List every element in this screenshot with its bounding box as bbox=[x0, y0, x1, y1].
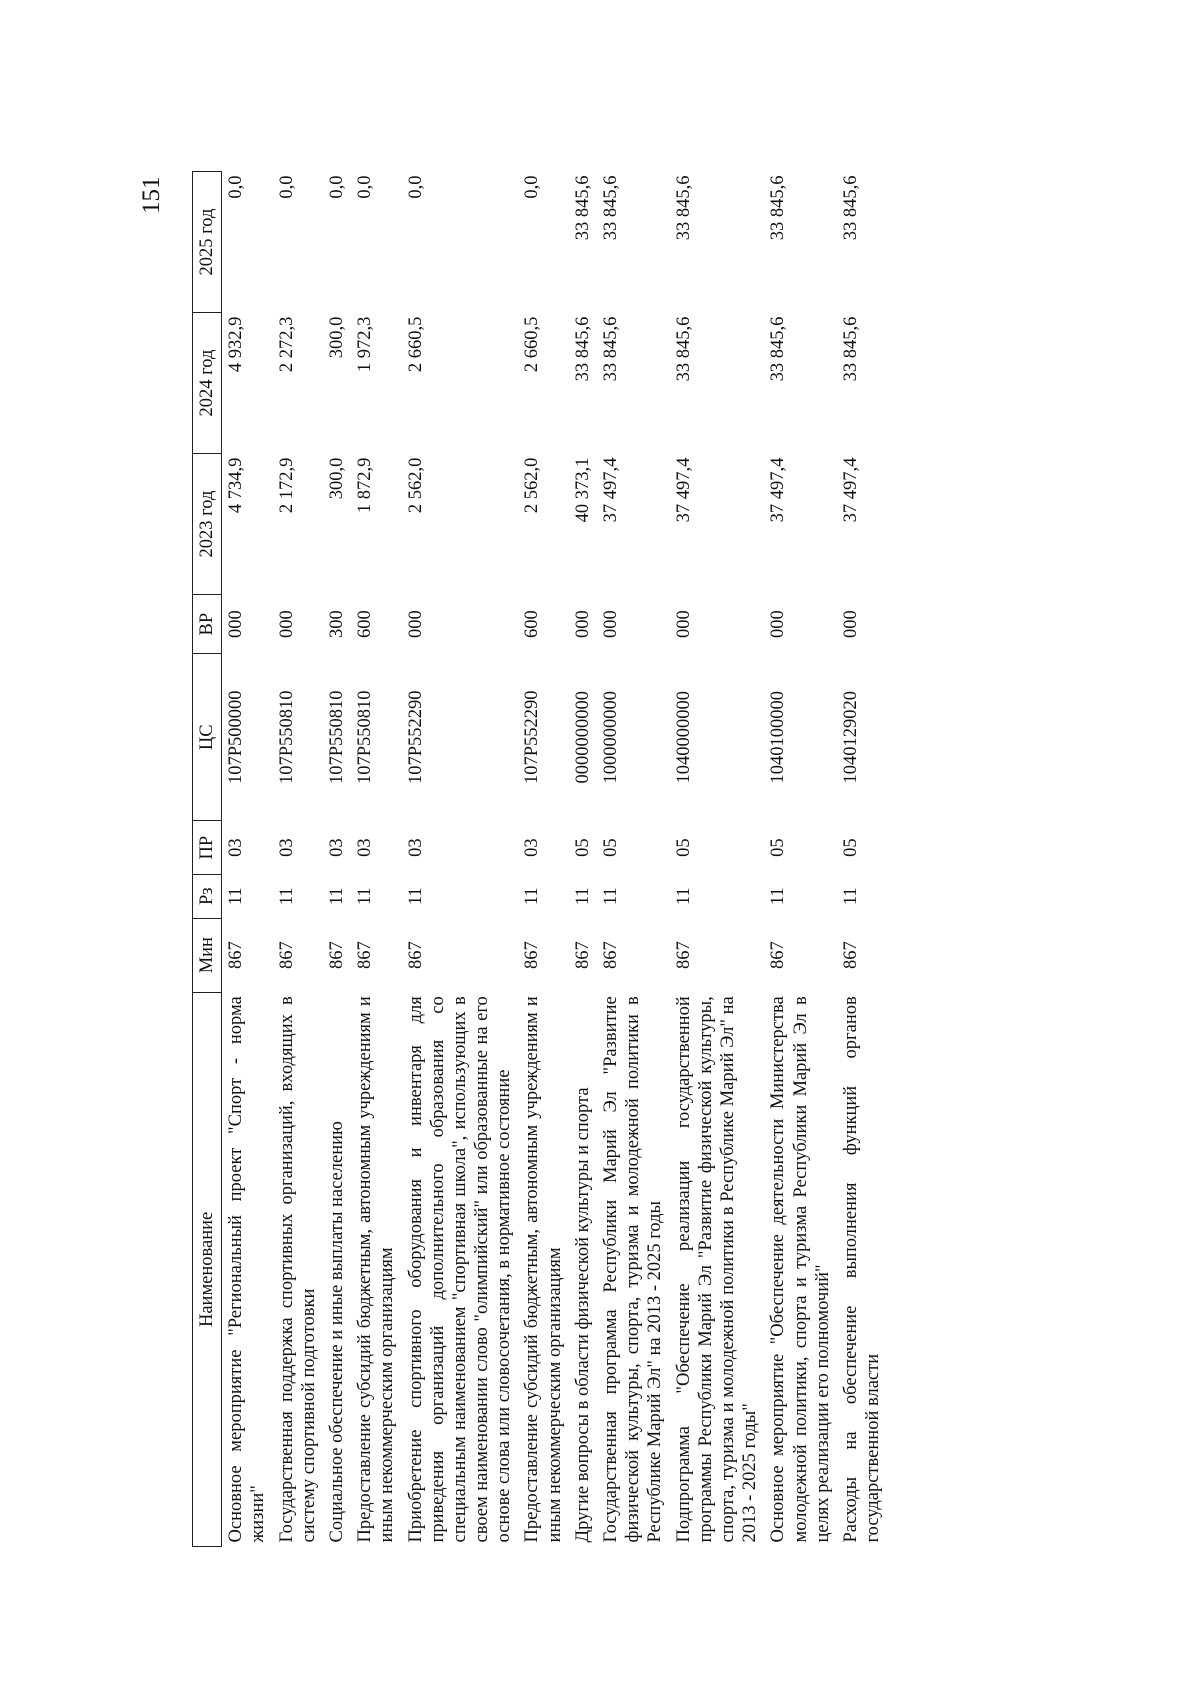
cell-2023: 2 172,9 bbox=[276, 457, 297, 514]
cell-2023: 37 497,4 bbox=[840, 457, 861, 523]
cell-cs: 107P552290 bbox=[405, 690, 426, 785]
cell-pr: 03 bbox=[276, 838, 297, 857]
cell-min: 867 bbox=[673, 941, 694, 970]
header-min: Мин bbox=[193, 918, 222, 992]
cell-vr: 000 bbox=[840, 610, 861, 638]
cell-2024: 2 272,3 bbox=[276, 316, 297, 373]
table-row bbox=[518, 172, 568, 1547]
cell-rz: 11 bbox=[226, 887, 247, 906]
cell-2023: 37 497,4 bbox=[601, 457, 621, 523]
cell-2025: 33 845,6 bbox=[840, 175, 861, 241]
cell-2023: 37 497,4 bbox=[768, 457, 789, 523]
cell-vr: 000 bbox=[768, 610, 789, 638]
cell-vr: 300 bbox=[326, 610, 347, 638]
table-row bbox=[837, 172, 887, 1547]
cell-2024: 33 845,6 bbox=[673, 316, 694, 382]
cell-2023: 1 872,9 bbox=[355, 457, 376, 514]
cell-name: Другие вопросы в области физической культуры и спорта bbox=[572, 1087, 593, 1543]
cell-2025: 0,0 bbox=[276, 175, 297, 199]
table-body bbox=[222, 172, 888, 1547]
cell-pr: 05 bbox=[673, 838, 694, 857]
cell-pr: 03 bbox=[405, 838, 426, 857]
cell-vr: 000 bbox=[405, 610, 426, 638]
cell-rz: 11 bbox=[405, 887, 426, 906]
cell-vr: 000 bbox=[601, 610, 621, 638]
cell-2023: 2 562,0 bbox=[405, 457, 426, 514]
cell-name: Государственная поддержка спортивных организаций, входящих в систему спортивной подготовки bbox=[276, 996, 319, 1543]
cell-min: 867 bbox=[572, 941, 593, 970]
cell-name: Подпрограмма "Обеспечение реализации государственной программы Республики Марий Эл "Развитие физической культуры, спорта, туризма и молодежной политики в Республике Марий Эл" на 2013 - 2025 годы" bbox=[673, 996, 761, 1543]
cell-rz: 11 bbox=[768, 887, 789, 906]
cell-pr: 05 bbox=[601, 838, 621, 857]
cell-cs: 107P550810 bbox=[355, 690, 376, 785]
cell-rz: 11 bbox=[601, 887, 621, 906]
cell-vr: 000 bbox=[276, 610, 297, 638]
cell-name: Предоставление субсидий бюджетным, автономным учреждениям и иным некоммерческим организациям bbox=[522, 996, 565, 1543]
cell-cs: 107P500000 bbox=[226, 690, 247, 785]
cell-min: 867 bbox=[601, 941, 621, 970]
cell-vr: 000 bbox=[572, 610, 593, 638]
cell-min: 867 bbox=[355, 941, 376, 970]
cell-rz: 11 bbox=[572, 887, 593, 906]
cell-rz: 11 bbox=[840, 887, 861, 906]
cell-name: Основное мероприятие "Региональный проект "Спорт - норма жизни" bbox=[226, 996, 269, 1543]
table-row bbox=[323, 172, 351, 1547]
cell-2023: 300,0 bbox=[326, 457, 347, 500]
cell-2025: 0,0 bbox=[522, 175, 543, 199]
cell-cs: 0000000000 bbox=[572, 691, 593, 784]
cell-rz: 11 bbox=[355, 887, 376, 906]
cell-name: Государственная программа Республики Марий Эл "Развитие физической культуры, спорта, туризма и молодежной политики в Республике Марий Эл" на 2013 - 2025 годы bbox=[601, 996, 666, 1543]
header-pr: ПР bbox=[193, 821, 222, 875]
table-row bbox=[764, 172, 837, 1547]
cell-2023: 40 373,1 bbox=[572, 457, 593, 523]
cell-2025: 0,0 bbox=[326, 175, 347, 199]
cell-name: Предоставление субсидий бюджетным, автономным учреждениям и иным некоммерческим организациям bbox=[355, 996, 398, 1543]
cell-rz: 11 bbox=[276, 887, 297, 906]
cell-rz: 11 bbox=[326, 887, 347, 906]
cell-min: 867 bbox=[226, 941, 247, 970]
cell-cs: 107P550810 bbox=[326, 690, 347, 785]
table-row bbox=[273, 172, 323, 1547]
table-row bbox=[569, 172, 597, 1547]
cell-2024: 33 845,6 bbox=[768, 316, 789, 382]
cell-pr: 03 bbox=[522, 838, 543, 857]
header-2025: 2025 год bbox=[193, 172, 222, 313]
cell-cs: 1000000000 bbox=[601, 691, 621, 784]
cell-pr: 05 bbox=[572, 838, 593, 857]
cell-pr: 03 bbox=[326, 838, 347, 857]
cell-name: Расходы на обеспечение выполнения функций органов государственной власти bbox=[840, 996, 884, 1543]
cell-2024: 4 932,9 bbox=[226, 316, 247, 373]
cell-vr: 000 bbox=[226, 610, 247, 638]
cell-2025: 33 845,6 bbox=[572, 175, 593, 241]
cell-2025: 0,0 bbox=[226, 175, 247, 199]
cell-vr: 600 bbox=[355, 610, 376, 638]
cell-min: 867 bbox=[276, 941, 297, 970]
table-header-row bbox=[193, 172, 222, 1547]
cell-2024: 33 845,6 bbox=[601, 316, 621, 382]
header-name: Наименование bbox=[193, 992, 222, 1546]
table-row bbox=[402, 172, 519, 1547]
header-2024: 2024 год bbox=[193, 313, 222, 454]
cell-2025: 33 845,6 bbox=[673, 175, 694, 241]
cell-2024: 2 660,5 bbox=[405, 316, 426, 373]
cell-2023: 37 497,4 bbox=[673, 457, 694, 523]
cell-pr: 03 bbox=[226, 838, 247, 857]
table-row bbox=[597, 172, 670, 1547]
budget-table bbox=[192, 171, 887, 1547]
cell-pr: 05 bbox=[840, 838, 861, 857]
cell-name: Социальное обеспечение и иные выплаты населению bbox=[326, 1121, 347, 1543]
table-row bbox=[670, 172, 765, 1547]
header-cs: ЦС bbox=[193, 654, 222, 821]
cell-2024: 2 660,5 bbox=[522, 316, 543, 373]
cell-2023: 2 562,0 bbox=[522, 457, 543, 514]
cell-2025: 0,0 bbox=[405, 175, 426, 199]
cell-2024: 33 845,6 bbox=[840, 316, 861, 382]
cell-min: 867 bbox=[405, 941, 426, 970]
cell-vr: 600 bbox=[522, 610, 543, 638]
header-vr: ВР bbox=[193, 595, 222, 654]
cell-2024: 1 972,3 bbox=[355, 316, 376, 373]
table-row bbox=[222, 172, 273, 1547]
page-number: 151 bbox=[138, 176, 165, 214]
cell-cs: 1040129020 bbox=[840, 691, 861, 784]
header-rz: Рз bbox=[193, 874, 222, 918]
cell-rz: 11 bbox=[673, 887, 694, 906]
cell-cs: 107P552290 bbox=[522, 690, 543, 785]
cell-cs: 107P550810 bbox=[276, 690, 297, 785]
cell-min: 867 bbox=[768, 941, 789, 970]
cell-min: 867 bbox=[326, 941, 347, 970]
cell-pr: 05 bbox=[768, 838, 789, 857]
cell-cs: 1040000000 bbox=[673, 691, 694, 784]
cell-2025: 33 845,6 bbox=[601, 175, 621, 241]
cell-name: Приобретение спортивного оборудования и инвентаря для приведения организаций дополнительного образования со специальным наименованием "спортивная школа", использующих в своем наименовании слово "олимпийский" или образованные на его основе слова или словосочетания, в нормативное состояние bbox=[405, 996, 515, 1543]
table-row bbox=[351, 172, 401, 1547]
cell-pr: 03 bbox=[355, 838, 376, 857]
cell-2025: 33 845,6 bbox=[768, 175, 789, 241]
cell-2024: 33 845,6 bbox=[572, 316, 593, 382]
cell-2023: 4 734,9 bbox=[226, 457, 247, 514]
cell-name: Основное мероприятие "Обеспечение деятельности Министерства молодежной политики, спорта и туризма Республики Марий Эл в целях реализации его полномочий" bbox=[768, 996, 833, 1543]
cell-2024: 300,0 bbox=[326, 316, 347, 359]
cell-min: 867 bbox=[840, 941, 861, 970]
header-2023: 2023 год bbox=[193, 454, 222, 595]
cell-cs: 1040100000 bbox=[768, 691, 789, 784]
cell-vr: 000 bbox=[673, 610, 694, 638]
cell-min: 867 bbox=[522, 941, 543, 970]
cell-2025: 0,0 bbox=[355, 175, 376, 199]
cell-rz: 11 bbox=[522, 887, 543, 906]
